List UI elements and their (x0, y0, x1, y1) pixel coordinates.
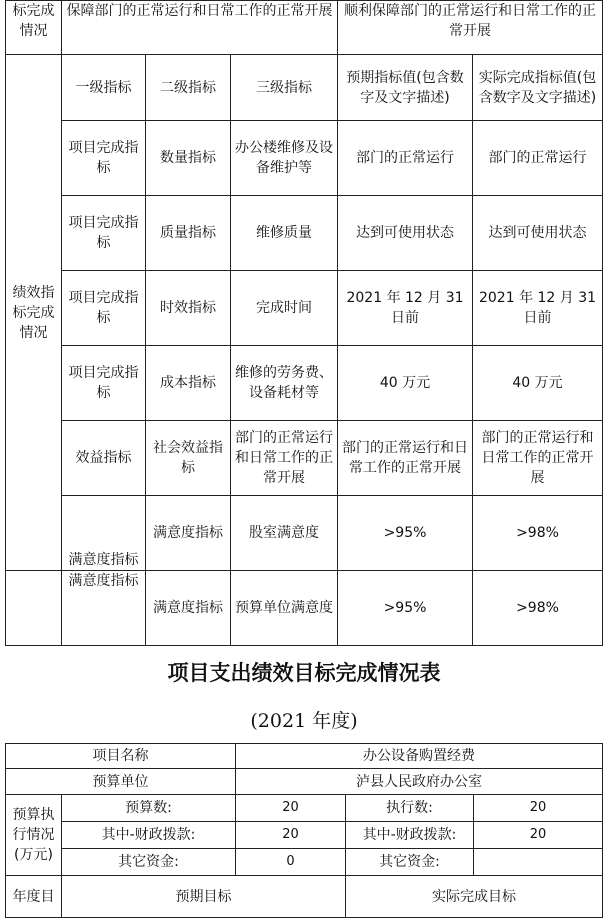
table-row (6, 876, 603, 918)
cell-l1: 满意度指标 (62, 496, 146, 571)
cell-l2: 质量指标 (146, 196, 231, 271)
cell-l2: 满意度指标 (146, 496, 231, 571)
table-row (6, 421, 603, 496)
other-funds-value: 0 (236, 849, 346, 876)
cell-actual: 部门的正常运行 (473, 121, 603, 196)
table-row (6, 822, 603, 849)
exec-amount-value: 20 (474, 795, 603, 822)
header-expected: 预期指标值(包含数字及文字描述) (338, 55, 473, 121)
expected-goal-header: 预期目标 (62, 876, 346, 918)
fiscal-value-exec: 20 (474, 822, 603, 849)
budget-unit-label: 预算单位 (6, 769, 236, 795)
budget-amount-label: 预算数: (62, 795, 236, 822)
cell-l1: 满意度指标 (62, 571, 146, 646)
fiscal-label-exec: 其中-财政拨款: (346, 822, 474, 849)
cell-actual: 达到可使用状态 (473, 196, 603, 271)
cell-expected: 40 万元 (338, 346, 473, 421)
table-row (6, 346, 603, 421)
cell-l3: 预算单位满意度 (231, 571, 338, 646)
project-name-value: 办公设备购置经费 (236, 744, 603, 769)
table-row (6, 196, 603, 271)
other-funds-label-exec: 其它资金: (346, 849, 474, 876)
cell-empty (6, 571, 62, 646)
cell-l1: 项目完成指标 (62, 346, 146, 421)
header-level2: 二级指标 (146, 55, 231, 121)
budget-unit-value: 泸县人民政府办公室 (236, 769, 603, 795)
cell-l1: 项目完成指标 (62, 121, 146, 196)
cell-expected: 部门的正常运行和日常工作的正常开展 (338, 421, 473, 496)
cell-expected: 达到可使用状态 (338, 196, 473, 271)
annual-goal-text: 保障部门的正常运行和日常工作的正常开展 (62, 1, 338, 55)
cell-l3: 完成时间 (231, 271, 338, 346)
cell-l3: 维修质量 (231, 196, 338, 271)
year-subtitle: (2021 年度) (250, 710, 358, 732)
other-funds-label: 其它资金: (62, 849, 236, 876)
cell-actual: 40 万元 (473, 346, 603, 421)
exec-amount-label: 执行数: (346, 795, 474, 822)
cell-actual: 2021 年 12 月 31 日前 (473, 271, 603, 346)
annual-goal-label: 年度目 (6, 876, 62, 918)
cell-l1: 项目完成指标 (62, 271, 146, 346)
cell-l2: 数量指标 (146, 121, 231, 196)
table-row (6, 795, 603, 822)
header-row (6, 55, 603, 121)
header-actual: 实际完成指标值(包含数字及文字描述) (473, 55, 603, 121)
cell-l3: 办公楼维修及设备维护等 (231, 121, 338, 196)
budget-summary-table (5, 743, 603, 918)
table-row (6, 571, 603, 646)
table-row (6, 271, 603, 346)
other-funds-value-exec (474, 849, 603, 876)
page-title: 项目支出绩效目标完成情况表 (167, 661, 441, 685)
indicator-side-label: 绩效指标完成情况 (6, 55, 62, 571)
cell-expected: >95% (338, 496, 473, 571)
fiscal-label: 其中-财政拨款: (62, 822, 236, 849)
table-row (6, 121, 603, 196)
cell-expected: 2021 年 12 月 31 日前 (338, 271, 473, 346)
table-row (6, 1, 603, 55)
performance-indicator-table (5, 0, 603, 646)
completion-status-label: 标完成情况 (6, 1, 62, 55)
cell-expected: 部门的正常运行 (338, 121, 473, 196)
cell-actual: 部门的正常运行和日常工作的正常开展 (473, 421, 603, 496)
cell-l2: 社会效益指标 (146, 421, 231, 496)
header-level1: 一级指标 (62, 55, 146, 121)
project-name-label: 项目名称 (6, 744, 236, 769)
table-row (6, 849, 603, 876)
cell-actual: >98% (473, 496, 603, 571)
cell-l3: 部门的正常运行和日常工作的正常开展 (231, 421, 338, 496)
table-row (6, 744, 603, 769)
budget-amount-value: 20 (236, 795, 346, 822)
budget-exec-label: 预算执行情况(万元) (6, 795, 62, 876)
cell-l3: 股室满意度 (231, 496, 338, 571)
cell-l1: 效益指标 (62, 421, 146, 496)
actual-goal-header: 实际完成目标 (346, 876, 603, 918)
table-row (6, 496, 603, 571)
cell-expected: >95% (338, 571, 473, 646)
header-level3: 三级指标 (231, 55, 338, 121)
cell-l3: 维修的劳务费、设备耗材等 (231, 346, 338, 421)
cell-l2: 时效指标 (146, 271, 231, 346)
cell-l2: 满意度指标 (146, 571, 231, 646)
cell-l1: 项目完成指标 (62, 196, 146, 271)
cell-actual: >98% (473, 571, 603, 646)
fiscal-value: 20 (236, 822, 346, 849)
cell-l2: 成本指标 (146, 346, 231, 421)
table-row (6, 769, 603, 795)
actual-goal-text: 顺利保障部门的正常运行和日常工作的正常开展 (338, 1, 603, 55)
